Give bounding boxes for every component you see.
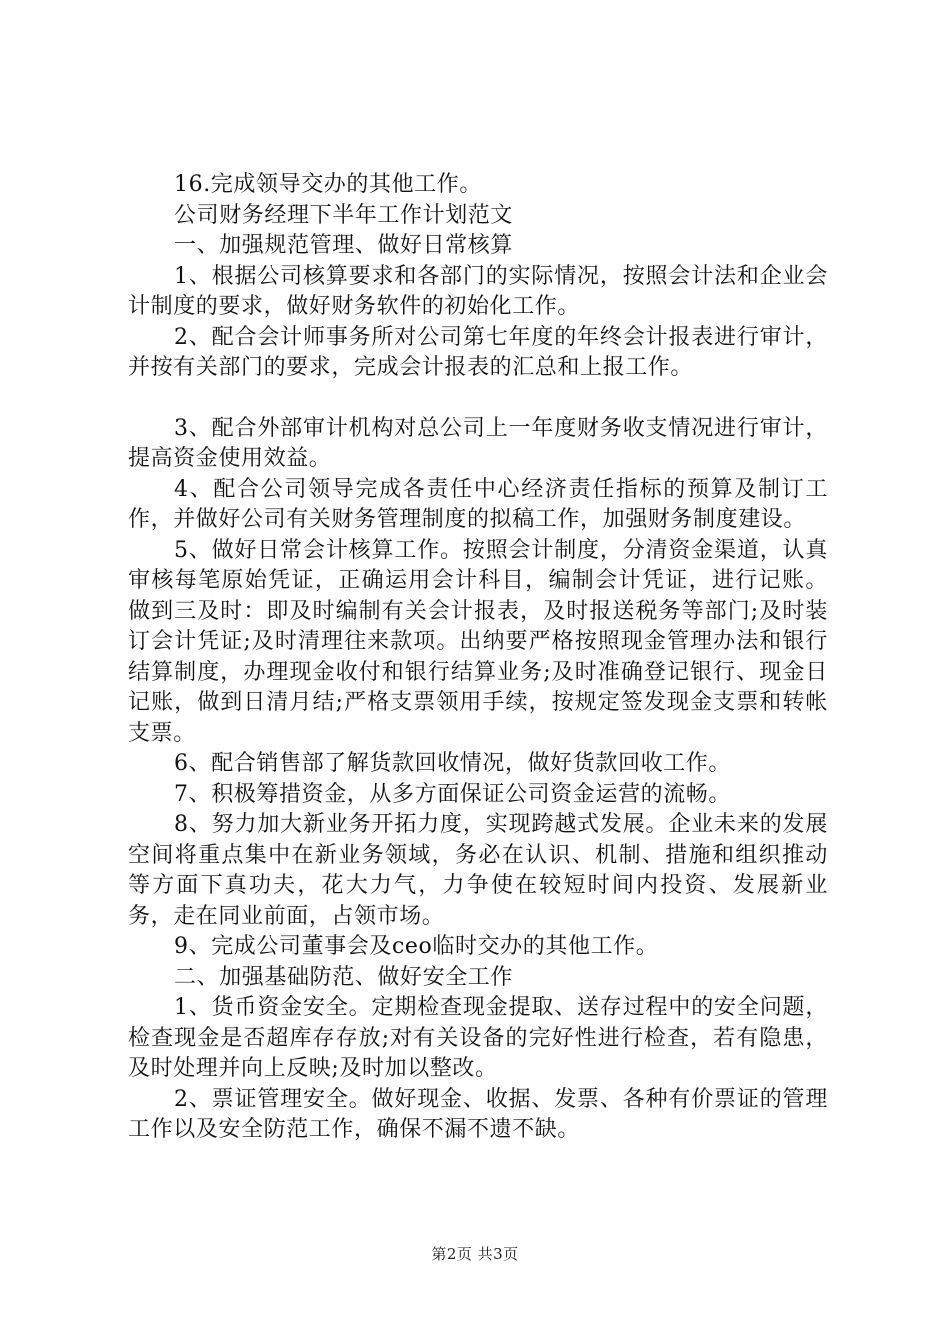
paragraph: 1、根据公司核算要求和各部门的实际情况，按照会计法和企业会计制度的要求，做好财务软件的初始化工作。 xyxy=(128,263,828,319)
paragraph: 9、完成公司董事会及ceo临时交办的其他工作。 xyxy=(174,934,659,959)
paragraph: 2、配合会计师事务所对公司第七年度的年终会计报表进行审计，并按有关部门的要求，完成会计报表的汇总和上报工作。 xyxy=(128,324,828,380)
paragraph: 7、积极筹措资金，从多方面保证公司资金运营的流畅。 xyxy=(174,781,731,807)
page-number-footer: 第2页 共3页 xyxy=(431,1245,519,1263)
paragraph: 3、配合外部审计机构对总公司上一年度财务收支情况进行审计，提高资金使用效益。 xyxy=(128,415,828,471)
document-title: 公司财务经理下半年工作计划范文 xyxy=(174,202,514,228)
paragraph: 1、货币资金安全。定期检查现金提取、送存过程中的安全问题，检查现金是否超库存存放;对有关设备的完好性进行检查，若有隐患，及时处理并向上反映;及时加以整改。 xyxy=(128,995,828,1081)
paragraph-item-16: 16.完成领导交办的其他工作。 xyxy=(174,172,482,197)
paragraph: 2、票证管理安全。做好现金、收据、发票、各种有价票证的管理工作以及安全防范工作，确保不漏不遗不缺。 xyxy=(128,1086,828,1142)
section-heading-2: 二、加强基础防范、做好安全工作 xyxy=(174,964,514,990)
paragraph: 8、努力加大新业务开拓力度，实现跨越式发展。企业未来的发展空间将重点集中在新业务领域，务必在认识、机制、措施和组织推动等方面下真功夫，花大力气，力争使在较短时间内投资、发展新业务，走在同业前面，占领市场。 xyxy=(128,812,828,929)
paragraph: 4、配合公司领导完成各责任中心经济责任指标的预算及制订工作，并做好公司有关财务管理制度的拟稿工作，加强财务制度建设。 xyxy=(128,476,828,532)
section-heading-1: 一、加强规范管理、做好日常核算 xyxy=(174,233,514,258)
paragraph: 6、配合销售部了解货款回收情况，做好货款回收工作。 xyxy=(174,751,731,776)
document-body xyxy=(128,170,828,1146)
paragraph: 5、做好日常会计核算工作。按照会计制度，分清资金渠道，认真审核每笔原始凭证，正确运用会计科目，编制会计凭证，进行记账。做到三及时：即及时编制有关会计报表，及时报送税务等部门;及时装订会计凭证;及时清理往来款项。出纳要严格按照现金管理办法和银行结算制度，办理现金收付和银行结算业务;及时准确登记银行、现金日记账，做到日清月结;严格支票领用手续，按规定签发现金支票和转帐支票。 xyxy=(128,537,828,746)
